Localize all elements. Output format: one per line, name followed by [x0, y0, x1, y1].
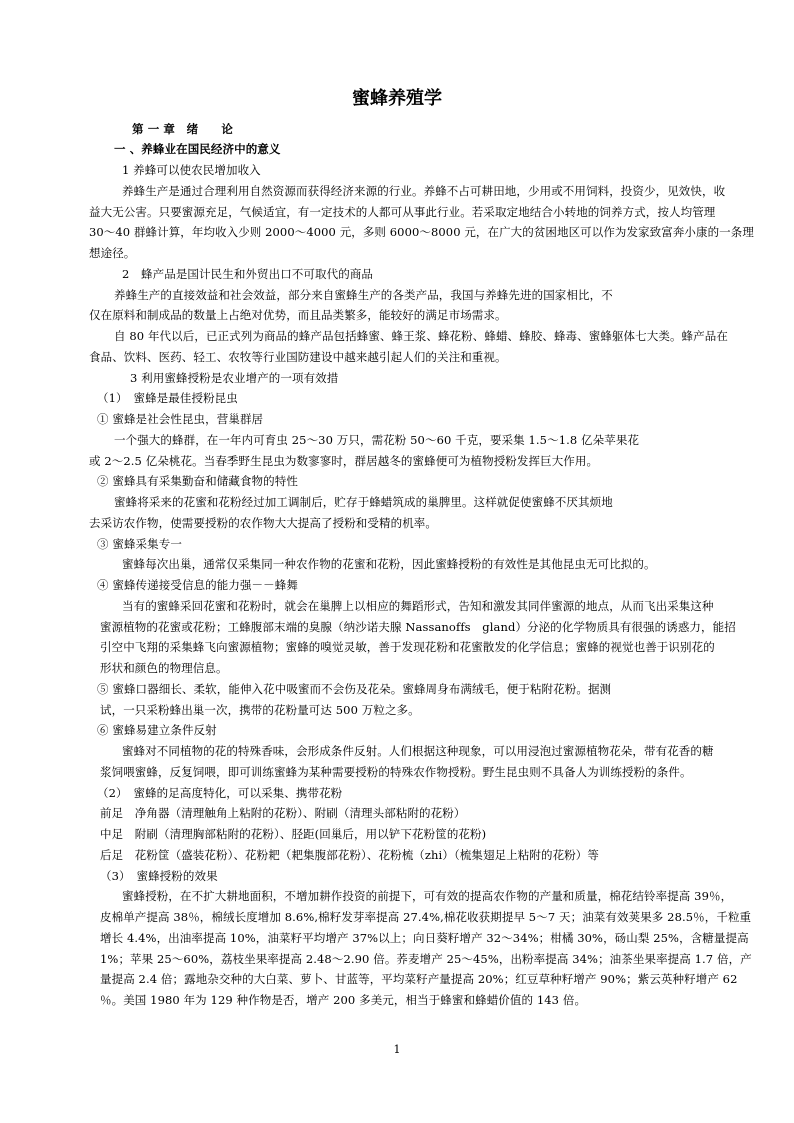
list-item: ② 蜜蜂具有采集勤奋和储藏食物的特性	[97, 474, 298, 488]
chapter-heading: 第 一 章 绪 论	[132, 122, 234, 136]
list-heading: （2） 蜜蜂的足高度特化，可以采集、携带花粉	[97, 786, 343, 800]
paragraph-line: 养蜂生产是通过合理利用自然资源而获得经济来源的行业。养蜂不占可耕田地，少用或不用饲料，投资少，见效快，收	[122, 184, 726, 198]
paragraph-line: 蜜蜂将采来的花蜜和花粉经过加工调制后，贮存于蜂蜡筑成的巢脾里。这样就促使蜜蜂不厌其烦地	[114, 495, 613, 509]
paragraph-line: 当有的蜜蜂采回花蜜和花粉时，就会在巢脾上以相应的舞蹈形式，告知和激发其同伴蜜源的地点，从而飞出采集这种	[122, 599, 714, 613]
paragraph-line: 试，一只采粉蜂出巢一次，携带的花粉量可达 500 万粒之多。	[100, 703, 420, 717]
list-item: ③ 蜜蜂采集专一	[97, 537, 182, 551]
paragraph-line: 皮棉单产提高 38％，棉绒长度增加 8.6%,棉籽发芽率提高 27.4%,棉花收获期提早 5～7 天；油菜有效荚果多 28.5％，千粒重	[100, 910, 752, 924]
paragraph-line: 蜜源植物的花蜜或花粉；工蜂腹部末端的臭腺（纳沙诺夫腺 Nassanoffs gland）分泌的化学物质具有很强的诱惑力，能招	[100, 620, 736, 634]
paragraph-line: 食品、饮料、医药、轻工、农牧等行业国防建设中越来越引起人们的关注和重视。	[89, 350, 507, 364]
paragraph-line: 30～40 群蜂计算，年均收入少则 2000～4000 元，多则 6000～8000 元，在广大的贫困地区可以作为发家致富奔小康的一条理	[89, 225, 754, 239]
paragraph-line: 养蜂生产的直接效益和社会效益，部分来自蜜蜂生产的各类产品，我国与养蜂先进的国家相比，不	[114, 288, 613, 302]
subsection-heading: 2 蜂产品是国计民生和外贸出口不可取代的商品	[122, 267, 374, 281]
page-number: 1	[393, 1043, 401, 1056]
list-item: ④ 蜜蜂传递接受信息的能力强－－蜂舞	[97, 578, 298, 592]
paragraph-line: 自 80 年代以后，已正式列为商品的蜂产品包括蜂蜜、蜂王浆、蜂花粉、蜂蜡、蜂胶、蜂毒、蜜蜂躯体七大类。蜂产品在	[114, 329, 728, 343]
list-item: 后足 花粉筐（盛装花粉）、花粉耙（耙集腹部花粉）、花粉梳（zhi）（梳集翅足上粘附的花粉）等	[100, 848, 599, 862]
section-heading: 一 、养蜂业在国民经济中的意义	[114, 142, 281, 156]
paragraph-line: 或 2～2.5 亿朵桃花。当春季野生昆虫为数寥寥时，群居越冬的蜜蜂便可为植物授粉发挥巨大作用。	[89, 454, 599, 468]
paragraph-line: 去采访农作物，使需要授粉的农作物大大提高了授粉和受精的机率。	[89, 516, 437, 530]
paragraph-line: 蜜蜂对不同植物的花的特殊香味，会形成条件反射。人们根据这种现象，可以用浸泡过蜜源植物花朵，带有花香的糖	[122, 744, 714, 758]
paragraph-line: 益大无公害。只要蜜源充足，气候适宜，有一定技术的人都可从事此行业。若采取定地结合小转地的饲养方式，按人均管理	[89, 205, 716, 219]
list-item: 前足 净角器（清理触角上粘附的花粉）、附刷（清理头部粘附的花粉）	[100, 806, 466, 820]
list-item: 中足 附刷（清理胸部粘附的花粉）、胫距(回巢后，用以铲下花粉筐的花粉)	[100, 827, 487, 841]
paragraph-line: 引空中飞翔的采集蜂飞向蜜源植物；蜜蜂的嗅觉灵敏，善于发现花粉和花蜜散发的化学信息；蜜蜂的视觉也善于识别花的	[100, 640, 715, 654]
list-item: ① 蜜蜂是社会性昆虫，营巢群居	[97, 412, 264, 426]
list-heading: （3） 蜜蜂授粉的效果	[100, 869, 218, 883]
subsection-heading: 3 利用蜜蜂授粉是农业增产的一项有效措	[130, 371, 339, 385]
paragraph-line: 蜜蜂授粉，在不扩大耕地面积，不增加耕作投资的前提下，可有效的提高农作物的产量和质量，棉花结铃率提高 39％，	[122, 889, 733, 903]
paragraph-line: 量提高 2.4 倍；露地杂交种的大白菜、萝卜、甘蓝等，平均菜籽产量提高 20%；红豆草种籽增产 90%；紫云英种籽增产 62	[100, 972, 738, 986]
paragraph-line: 想途径。	[89, 246, 136, 260]
paragraph-line: 1%；苹果 25～60%，荔枝坐果率提高 2.48～2.90 倍。荞麦增产 25～45%，出粉率提高 34%；油茶坐果率提高 1.7 倍，产	[100, 952, 752, 966]
paragraph-line: 增长 4.4%，出油率提高 10%，油菜籽平均增产 37%以上；向日葵籽增产 32～34%；柑橘 30%，砀山梨 25%，含糖量提高	[100, 931, 749, 945]
list-heading: （1） 蜜蜂是最佳授粉昆虫	[97, 391, 238, 405]
list-item: ⑤ 蜜蜂口器细长、柔软，能伸入花中吸蜜而不会伤及花朵。蜜蜂周身布满绒毛，便于粘附花粉。据测	[97, 682, 612, 696]
document-title: 蜜蜂养殖学	[352, 88, 442, 109]
paragraph-line: 一个强大的蜂群，在一年内可育虫 25～30 万只，需花粉 50～60 千克，要采集 1.5～1.8 亿朵苹果花	[114, 433, 640, 447]
subsection-heading: 1 养蜂可以使农民增加收入	[122, 163, 261, 177]
paragraph-line: 浆饲喂蜜蜂，反复饲喂，即可训练蜜蜂为某种需要授粉的特殊农作物授粉。野生昆虫则不具备人为训练授粉的条件。	[100, 765, 692, 779]
paragraph-line: 形状和颜色的物理信息。	[100, 661, 228, 675]
list-item: ⑥ 蜜蜂易建立条件反射	[97, 723, 217, 737]
paragraph-line: 仅在原料和制成品的数量上占绝对优势，而且品类繁多，能较好的满足市场需求。	[89, 308, 507, 322]
paragraph-line: ％。美国 1980 年为 129 种作物是否，增产 200 多美元，相当于蜂蜜和蜂蜡价值的 143 倍。	[100, 993, 587, 1007]
paragraph-line: 蜜蜂每次出巢，通常仅采集同一种农作物的花蜜和花粉，因此蜜蜂授粉的有效性是其他昆虫无可比拟的。	[122, 557, 656, 571]
